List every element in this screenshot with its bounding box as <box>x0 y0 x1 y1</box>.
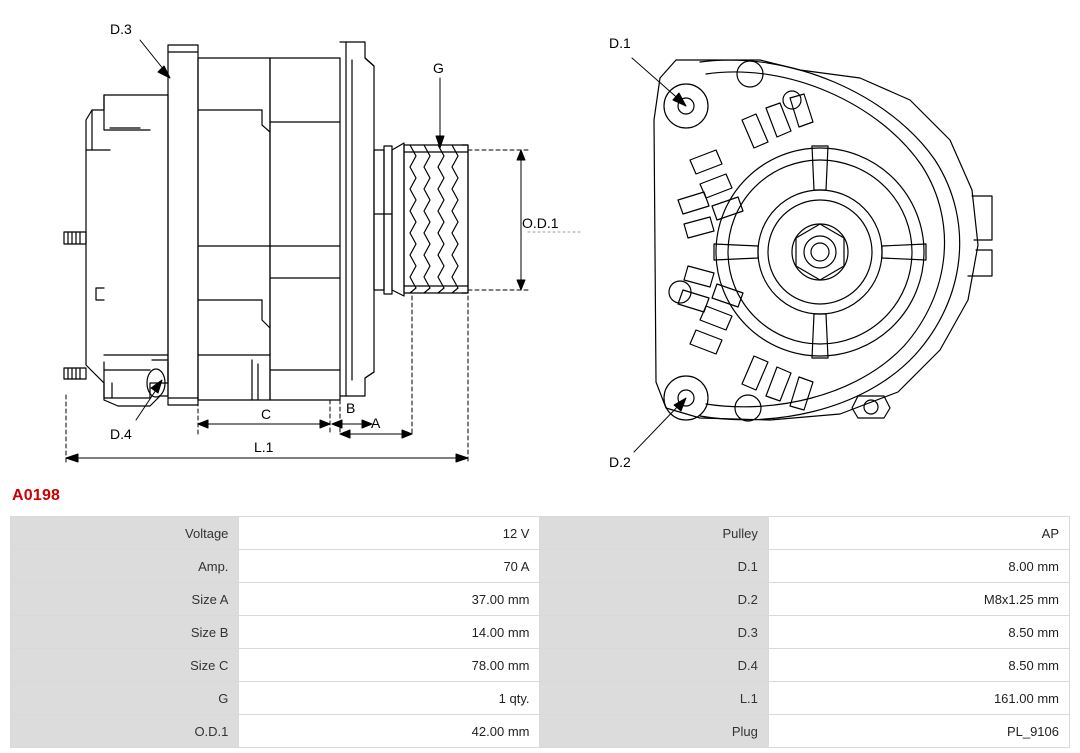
spec-value: 8.50 mm <box>768 649 1069 682</box>
spec-label: L.1 <box>540 682 768 715</box>
side-view-dimensions <box>66 40 580 462</box>
table-row <box>11 616 1070 649</box>
spec-label: D.4 <box>540 649 768 682</box>
label-a: A <box>371 415 381 431</box>
spec-label: D.1 <box>540 550 768 583</box>
spec-value: 12 V <box>239 517 540 550</box>
table-row <box>11 682 1070 715</box>
spec-label: D.3 <box>540 616 768 649</box>
spec-table-body <box>11 517 1070 748</box>
spec-label: G <box>11 682 239 715</box>
specification-table <box>10 516 1070 748</box>
alternator-side-view <box>64 42 468 406</box>
spec-value: 8.00 mm <box>768 550 1069 583</box>
spec-value: 70 A <box>239 550 540 583</box>
spec-label: Size C <box>11 649 239 682</box>
label-d1: D.1 <box>609 35 631 51</box>
spec-value: M8x1.25 mm <box>768 583 1069 616</box>
spec-value: 1 qty. <box>239 682 540 715</box>
spec-label: D.2 <box>540 583 768 616</box>
spec-value: PL_9106 <box>768 715 1069 748</box>
label-c: C <box>261 406 272 422</box>
label-l1: L.1 <box>254 439 274 455</box>
table-row <box>11 715 1070 748</box>
spec-value: 37.00 mm <box>239 583 540 616</box>
spec-label: Pulley <box>540 517 768 550</box>
spec-label: Size A <box>11 583 239 616</box>
spec-value: 78.00 mm <box>239 649 540 682</box>
spec-label: O.D.1 <box>11 715 239 748</box>
spec-value: 42.00 mm <box>239 715 540 748</box>
spec-value: 14.00 mm <box>239 616 540 649</box>
label-g: G <box>433 60 444 76</box>
spec-value: 161.00 mm <box>768 682 1069 715</box>
table-row <box>11 583 1070 616</box>
spec-value: AP <box>768 517 1069 550</box>
table-row <box>11 649 1070 682</box>
label-d2: D.2 <box>609 454 631 470</box>
spec-label: Voltage <box>11 517 239 550</box>
front-view-leaders <box>632 58 686 452</box>
spec-value: 8.50 mm <box>768 616 1069 649</box>
table-row <box>11 550 1070 583</box>
label-b: B <box>346 400 356 416</box>
spec-label: Plug <box>540 715 768 748</box>
spec-label: Size B <box>11 616 239 649</box>
table-row <box>11 517 1070 550</box>
label-d4: D.4 <box>110 426 132 442</box>
alternator-front-view <box>654 60 992 421</box>
spec-label: Amp. <box>11 550 239 583</box>
label-d3: D.3 <box>110 21 132 37</box>
part-number: A0198 <box>12 487 61 504</box>
label-od1: O.D.1 <box>522 215 559 231</box>
